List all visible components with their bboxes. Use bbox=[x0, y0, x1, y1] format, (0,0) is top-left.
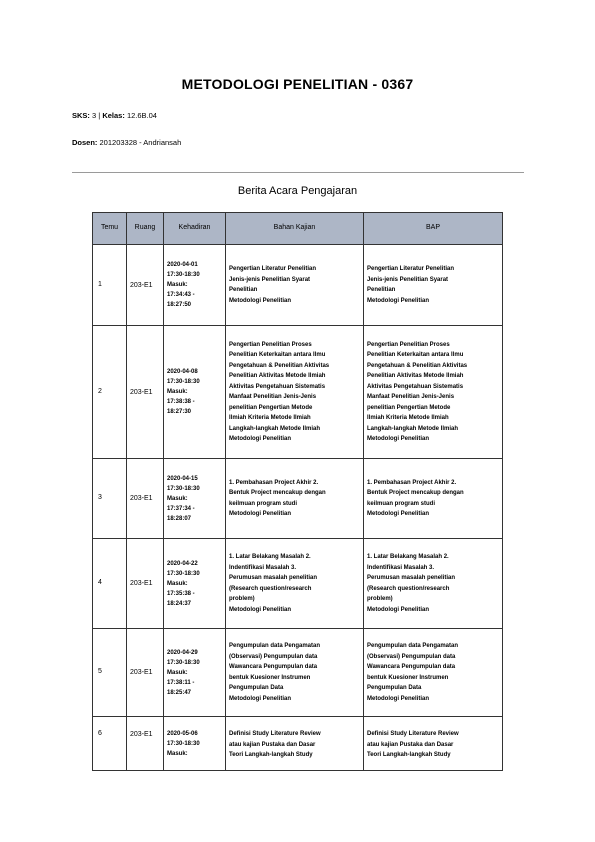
lecturer-meta bbox=[72, 138, 181, 147]
cell-bap: 1. Pembahasan Project Akhir 2. Bentuk Project mencakup dengan keilmuan program studi Metodologi Penelitian bbox=[364, 459, 503, 539]
sks-value: 3 bbox=[92, 111, 97, 120]
kelas-label: Kelas: bbox=[102, 111, 125, 120]
cell-ruang: 203-E1 bbox=[127, 717, 164, 771]
table-row bbox=[93, 539, 503, 629]
header-kehadiran: Kehadiran bbox=[164, 213, 226, 245]
section-title: Berita Acara Pengajaran bbox=[237, 185, 358, 197]
cell-bahan-kajian: Pengertian Penelitian Proses Penelitian Keterkaitan antara Ilmu Pengetahuan & Penelitian Aktivitas Penelitian Aktivitas Metode Ilmiah Aktivitas Pengetahuan Sistematis Manfaat Penelitian Jenis-Jenis penelitian Pengertian Metode Ilmiah Kriteria Metode Ilmiah Langkah-langkah Metode Ilmiah Metodologi Penelitian bbox=[226, 326, 364, 459]
dosen-value: 201203328 - Andriansah bbox=[99, 138, 182, 147]
table-row bbox=[93, 717, 503, 771]
cell-temu: 2 bbox=[93, 326, 127, 459]
cell-temu: 3 bbox=[93, 459, 127, 539]
cell-temu: 5 bbox=[93, 629, 127, 717]
dosen-label: Dosen: bbox=[72, 138, 98, 147]
cell-bap: Definisi Study Literature Review atau kajian Pustaka dan Dasar Teori Langkah-langkah Study bbox=[364, 717, 503, 771]
table-header-row bbox=[93, 213, 503, 245]
cell-kehadiran: 2020-05-06 17:30-18:30 Masuk: bbox=[164, 717, 226, 771]
cell-kehadiran: 2020-04-29 17:30-18:30 Masuk: 17:38:11 - 18:25:47 bbox=[164, 629, 226, 717]
cell-temu: 4 bbox=[93, 539, 127, 629]
header-ruang: Ruang bbox=[127, 213, 164, 245]
cell-bap: Pengertian Penelitian Proses Penelitian Keterkaitan antara Ilmu Pengetahuan & Penelitian Aktivitas Penelitian Aktivitas Metode Ilmiah Aktivitas Pengetahuan Sistematis Manfaat Penelitian Jenis-Jenis penelitian Pengertian Metode Ilmiah Kriteria Metode Ilmiah Langkah-langkah Metode Ilmiah Metodologi Penelitian bbox=[364, 326, 503, 459]
cell-bahan-kajian: Definisi Study Literature Review atau kajian Pustaka dan Dasar Teori Langkah-langkah Study bbox=[226, 717, 364, 771]
course-meta bbox=[72, 111, 157, 120]
cell-temu: 6 bbox=[93, 717, 127, 771]
header-temu: Temu bbox=[93, 213, 127, 245]
cell-kehadiran: 2020-04-15 17:30-18:30 Masuk: 17:37:34 - 18:28:07 bbox=[164, 459, 226, 539]
teaching-record-table bbox=[92, 212, 503, 771]
sks-label: SKS: bbox=[72, 111, 90, 120]
cell-temu: 1 bbox=[93, 245, 127, 326]
cell-bahan-kajian: 1. Latar Belakang Masalah 2. Indentifikasi Masalah 3. Perumusan masalah penelitian (Research question/research problem) Metodologi Penelitian bbox=[226, 539, 364, 629]
cell-bap: 1. Latar Belakang Masalah 2. Indentifikasi Masalah 3. Perumusan masalah penelitian (Research question/research problem) Metodologi Penelitian bbox=[364, 539, 503, 629]
divider bbox=[72, 172, 524, 173]
cell-bahan-kajian: 1. Pembahasan Project Akhir 2. Bentuk Project mencakup dengan keilmuan program studi Metodologi Penelitian bbox=[226, 459, 364, 539]
cell-bap: Pengertian Literatur Penelitian Jenis-jenis Penelitian Syarat Penelitian Metodologi Penelitian bbox=[364, 245, 503, 326]
cell-kehadiran: 2020-04-08 17:30-18:30 Masuk: 17:38:38 - 18:27:30 bbox=[164, 326, 226, 459]
table-row bbox=[93, 629, 503, 717]
meta-separator: | bbox=[98, 111, 101, 120]
cell-bahan-kajian: Pengertian Literatur Penelitian Jenis-jenis Penelitian Syarat Penelitian Metodologi Penelitian bbox=[226, 245, 364, 326]
cell-ruang: 203-E1 bbox=[127, 629, 164, 717]
cell-bahan-kajian: Pengumpulan data Pengamatan (Observasi) Pengumpulan data Wawancara Pengumpulan data bentuk Kuesioner Instrumen Pengumpulan Data Metodologi Penelitian bbox=[226, 629, 364, 717]
kelas-value: 12.6B.04 bbox=[126, 111, 157, 120]
table-row bbox=[93, 245, 503, 326]
cell-bap: Pengumpulan data Pengamatan (Observasi) Pengumpulan data Wawancara Pengumpulan data bentuk Kuesioner Instrumen Pengumpulan Data Metodologi Penelitian bbox=[364, 629, 503, 717]
cell-ruang: 203-E1 bbox=[127, 245, 164, 326]
table-row bbox=[93, 459, 503, 539]
cell-ruang: 203-E1 bbox=[127, 326, 164, 459]
header-bap: BAP bbox=[364, 213, 503, 245]
cell-kehadiran: 2020-04-01 17:30-18:30 Masuk: 17:34:43 - 18:27:50 bbox=[164, 245, 226, 326]
table-row bbox=[93, 326, 503, 459]
header-bahan-kajian: Bahan Kajian bbox=[226, 213, 364, 245]
cell-kehadiran: 2020-04-22 17:30-18:30 Masuk: 17:35:38 - 18:24:37 bbox=[164, 539, 226, 629]
cell-ruang: 203-E1 bbox=[127, 459, 164, 539]
cell-ruang: 203-E1 bbox=[127, 539, 164, 629]
page-title: METODOLOGI PENELITIAN - 0367 bbox=[181, 76, 414, 92]
